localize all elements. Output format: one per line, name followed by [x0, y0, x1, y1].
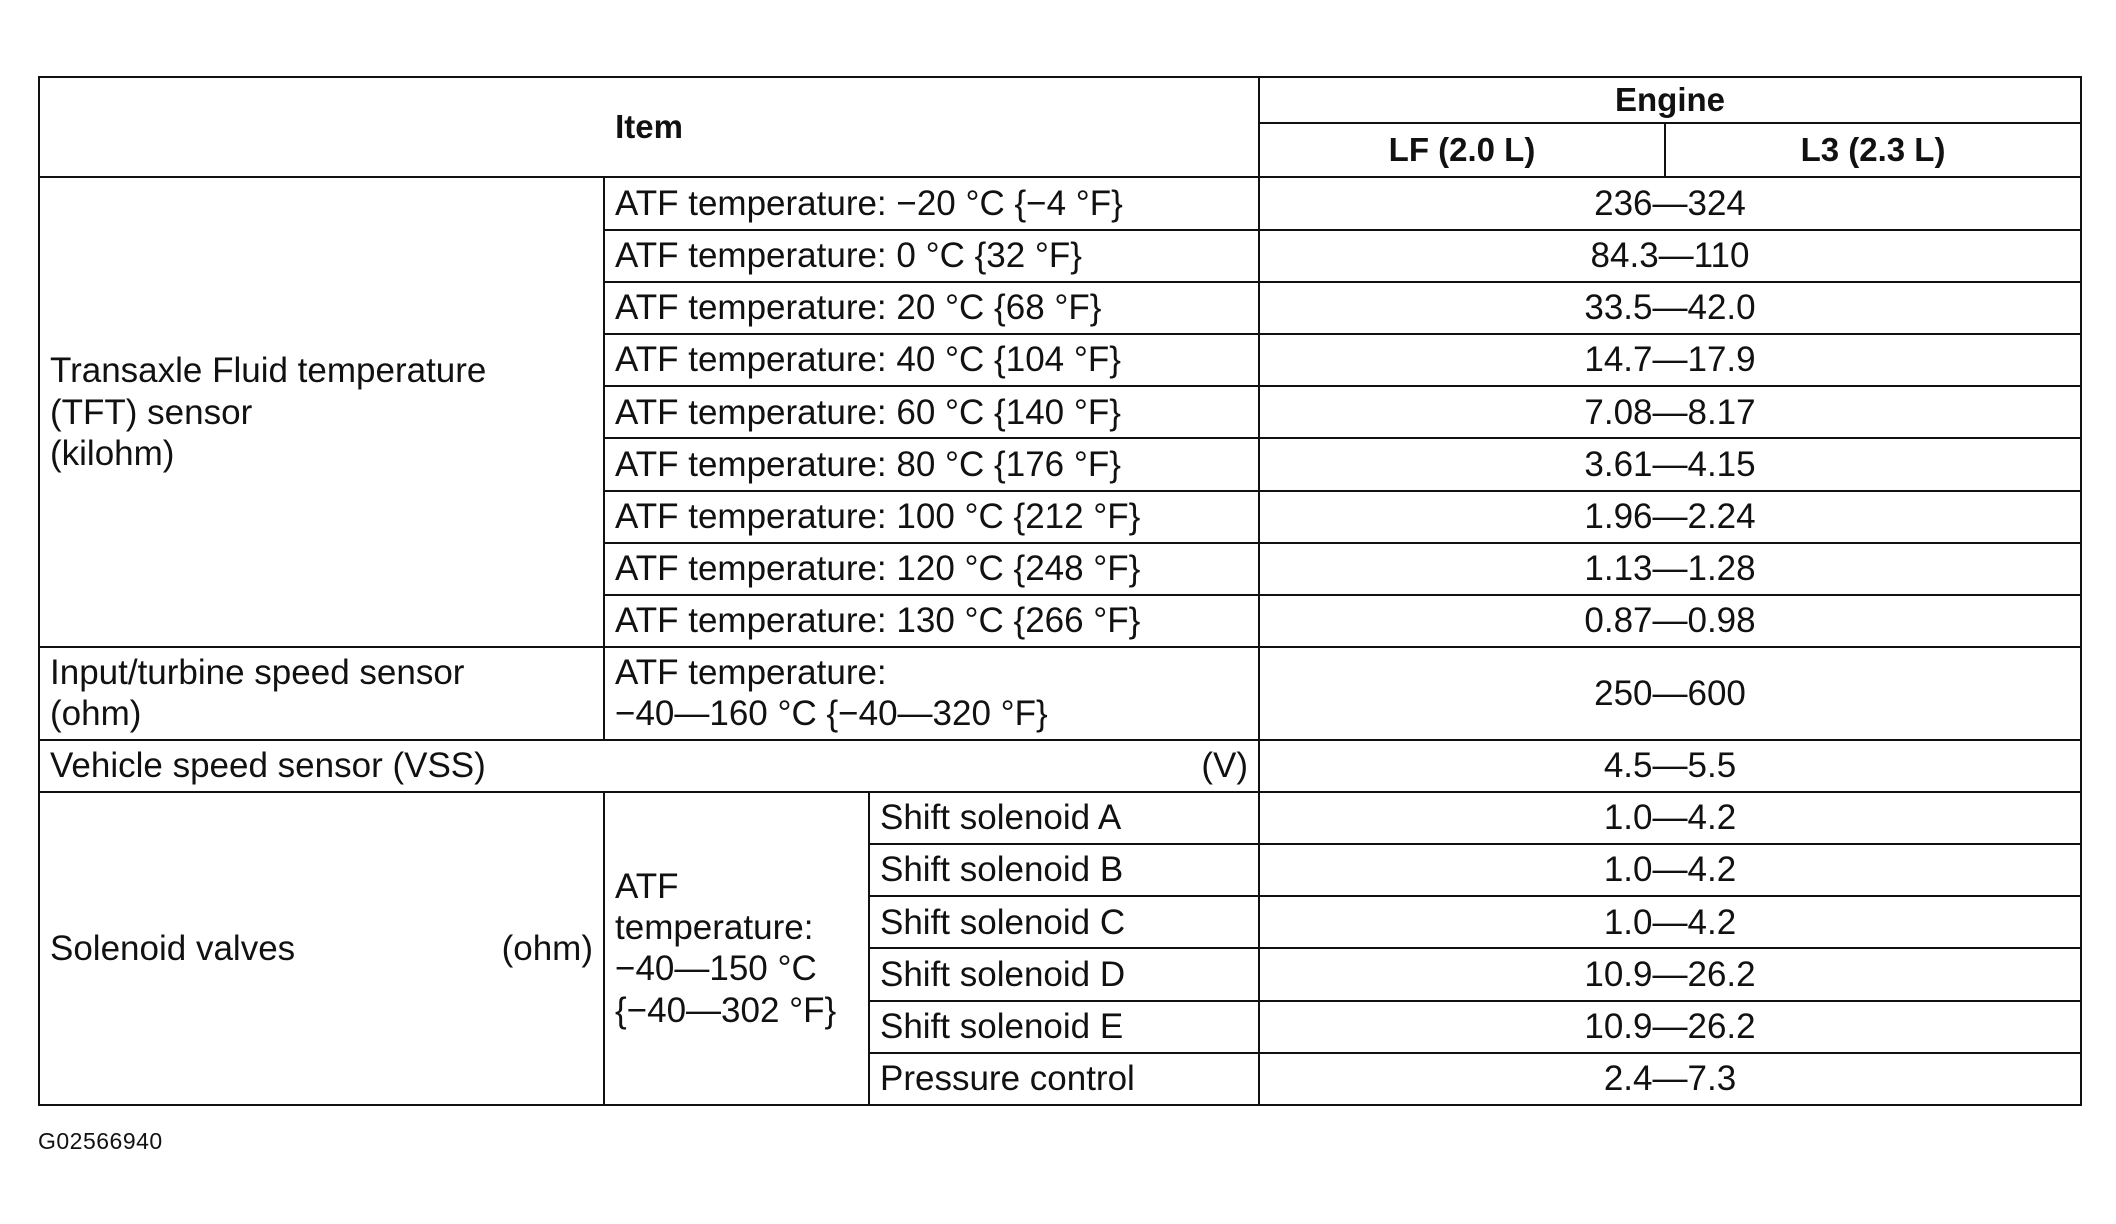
tft-value: 3.61—4.15 [1259, 438, 2081, 490]
tft-value: 0.87—0.98 [1259, 595, 2081, 647]
tft-value: 7.08—8.17 [1259, 386, 2081, 438]
tft-value: 33.5—42.0 [1259, 282, 2081, 334]
input-turbine-condition [604, 647, 1259, 739]
vss-label: Vehicle speed sensor (VSS) [50, 746, 486, 786]
solenoid-label-cell [39, 792, 604, 1105]
table-row [39, 647, 2081, 739]
table-row [39, 792, 2081, 844]
input-turbine-cond-line: ATF temperature: [615, 653, 887, 693]
tft-condition: ATF temperature: 80 °C {176 °F} [604, 438, 1259, 490]
tft-condition: ATF temperature: 60 °C {140 °F} [604, 386, 1259, 438]
solenoid-name: Shift solenoid C [869, 896, 1259, 948]
tft-unit: (kilohm) [50, 433, 175, 473]
tft-label-line: (TFT) sensor [50, 392, 253, 432]
header-engine: Engine [1259, 77, 2081, 123]
header-item: Item [39, 77, 1259, 177]
input-turbine-label [39, 647, 604, 739]
solenoid-name: Shift solenoid A [869, 792, 1259, 844]
tft-condition: ATF temperature: −20 °C {−4 °F} [604, 177, 1259, 229]
header-l3: L3 (2.3 L) [1665, 123, 2081, 177]
tft-condition: ATF temperature: 120 °C {248 °F} [604, 543, 1259, 595]
tft-condition: ATF temperature: 0 °C {32 °F} [604, 230, 1259, 282]
tft-value: 236—324 [1259, 177, 2081, 229]
header-lf: LF (2.0 L) [1259, 123, 1665, 177]
solenoid-name: Pressure control [869, 1053, 1259, 1105]
header-row-1 [39, 77, 2081, 123]
vss-value: 4.5—5.5 [1259, 740, 2081, 792]
spec-table [38, 76, 2082, 1106]
tft-condition: ATF temperature: 40 °C {104 °F} [604, 334, 1259, 386]
tft-condition: ATF temperature: 100 °C {212 °F} [604, 491, 1259, 543]
vss-unit: (V) [1201, 746, 1248, 786]
solenoid-cond-line: ATF [615, 866, 679, 906]
tft-label-line: Transaxle Fluid temperature [50, 351, 487, 391]
input-turbine-unit: (ohm) [50, 694, 142, 734]
tft-sensor-label [39, 177, 604, 647]
solenoid-name: Shift solenoid B [869, 844, 1259, 896]
solenoid-value: 1.0—4.2 [1259, 792, 2081, 844]
figure-id: G02566940 [38, 1128, 163, 1154]
input-turbine-label-line: Input/turbine speed sensor [50, 653, 465, 693]
solenoid-name: Shift solenoid D [869, 948, 1259, 1000]
solenoid-value: 1.0—4.2 [1259, 844, 2081, 896]
tft-value: 84.3—110 [1259, 230, 2081, 282]
solenoid-name: Shift solenoid E [869, 1001, 1259, 1053]
solenoid-label: Solenoid valves [50, 928, 296, 968]
solenoid-cond-line: −40—150 °C [615, 949, 817, 989]
solenoid-value: 10.9—26.2 [1259, 948, 2081, 1000]
solenoid-unit: (ohm) [501, 928, 593, 968]
solenoid-value: 2.4—7.3 [1259, 1053, 2081, 1105]
input-turbine-value: 250—600 [1259, 647, 2081, 739]
solenoid-condition [604, 792, 869, 1105]
tft-condition: ATF temperature: 130 °C {266 °F} [604, 595, 1259, 647]
solenoid-cond-line: {−40—302 °F} [615, 990, 837, 1030]
tft-condition: ATF temperature: 20 °C {68 °F} [604, 282, 1259, 334]
tft-value: 1.13—1.28 [1259, 543, 2081, 595]
table-row [39, 740, 2081, 792]
solenoid-cond-line: temperature: [615, 908, 814, 948]
input-turbine-cond-line: −40—160 °C {−40—320 °F} [615, 694, 1048, 734]
solenoid-value: 10.9—26.2 [1259, 1001, 2081, 1053]
table-row [39, 177, 2081, 229]
vss-label-cell [39, 740, 1259, 792]
tft-value: 14.7—17.9 [1259, 334, 2081, 386]
solenoid-value: 1.0—4.2 [1259, 896, 2081, 948]
tft-value: 1.96—2.24 [1259, 491, 2081, 543]
